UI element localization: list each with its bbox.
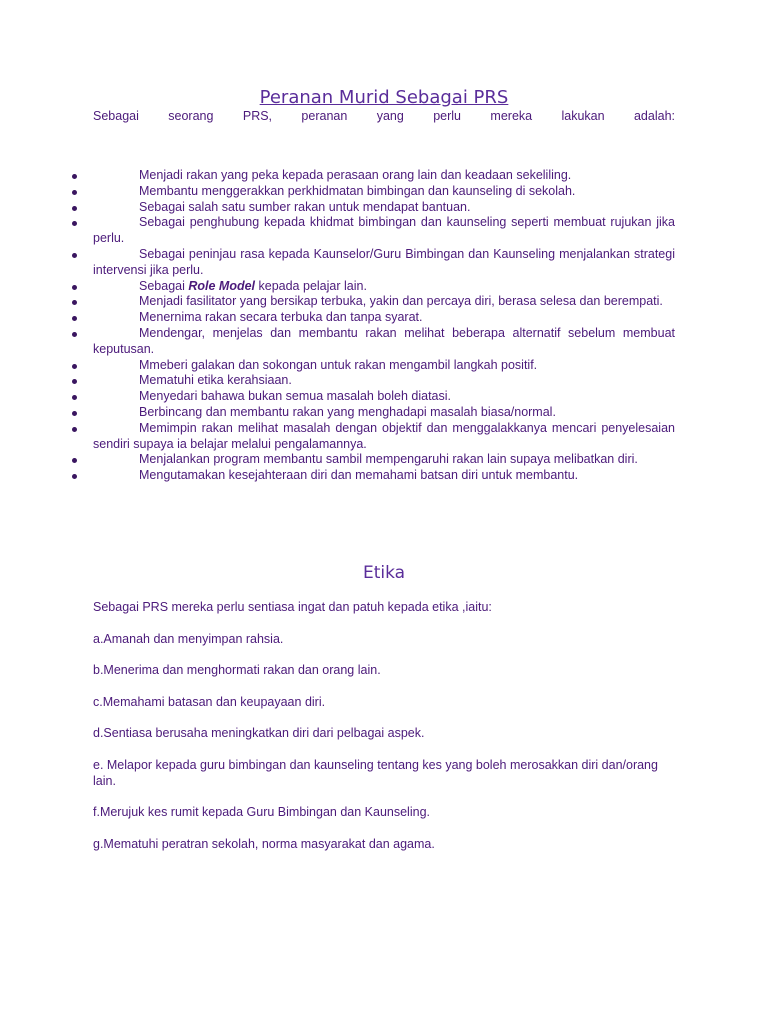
list-item (93, 279, 675, 295)
list-item: Menjalankan program membantu sambil mempengaruhi rakan lain supaya melibatkan diri. (93, 452, 675, 468)
etika-item: a.Amanah dan menyimpan rahsia. (93, 631, 284, 646)
list-item: Mengutamakan kesejahteraan diri dan memahami batsan diri untuk membantu. (93, 468, 675, 484)
list-item: Sebagai penghubung kepada khidmat bimbingan dan kaunseling seperti membuat rujukan jika perlu. (93, 215, 675, 246)
etika-item: g.Mematuhi peratran sekolah, norma masyarakat dan agama. (93, 836, 435, 851)
intro-paragraph: Sebagai seorang PRS, peranan yang perlu mereka lakukan adalah: (93, 109, 675, 123)
etika-intro: Sebagai PRS mereka perlu sentiasa ingat dan patuh kepada etika ,iaitu: (93, 600, 492, 614)
etika-item: d.Sentiasa berusaha meningkatkan diri dari pelbagai aspek. (93, 726, 425, 740)
etika-heading: Etika (362, 563, 406, 583)
etika-item: c.Memahami batasan dan keupayaan diri. (93, 694, 326, 709)
etika-item: e. Melapor kepada guru bimbingan dan kaunseling tentang kes yang boleh merosakkan diri dan/orang lain. (93, 757, 658, 788)
list-item: Memimpin rakan melihat masalah dengan objektif dan menggalakkanya mencari penyelesaian sendiri supaya ia belajar melalui pengalamannya. (93, 420, 675, 451)
list-item: Mematuhi etika kerahsiaan. (93, 373, 675, 389)
role-model-suffix: kepada pelajar lain. (255, 278, 367, 293)
etika-section (93, 599, 675, 867)
list-item: Sebagai peninjau rasa kepada Kaunselor/Guru Bimbingan dan Kaunseling menjalankan strategi intervensi jika perlu. (93, 246, 675, 277)
list-item: Mendengar, menjelas dan membantu rakan melihat beberapa alternatif sebelum membuat keputusan. (93, 325, 675, 356)
list-item: Menernima rakan secara terbuka dan tanpa syarat. (93, 310, 675, 326)
page-title: Peranan Murid Sebagai PRS (259, 87, 509, 108)
etika-item: f.Merujuk kes rumit kepada Guru Bimbingan dan Kaunseling. (93, 805, 430, 819)
list-item: Mmeberi galakan dan sokongan untuk rakan mengambil langkah positif. (93, 358, 675, 374)
role-model-prefix: Sebagai (139, 278, 189, 293)
list-item: Menjadi rakan yang peka kepada perasaan orang lain dan keadaan sekeliling. (93, 168, 675, 184)
list-item: Menyedari bahawa bukan semua masalah boleh diatasi. (93, 389, 675, 405)
list-item: Sebagai salah satu sumber rakan untuk mendapat bantuan. (93, 200, 675, 216)
list-item: Membantu menggerakkan perkhidmatan bimbingan dan kaunseling di sekolah. (93, 184, 675, 200)
list-item: Berbincang dan membantu rakan yang menghadapi masalah biasa/normal. (93, 405, 675, 421)
role-model-emphasis: Role Model (188, 278, 256, 293)
etika-item: b.Menerima dan menghormati rakan dan orang lain. (93, 663, 381, 677)
roles-list (93, 168, 675, 484)
list-item: Menjadi fasilitator yang bersikap terbuka, yakin dan percaya diri, berasa selesa dan berempati. (93, 294, 675, 310)
